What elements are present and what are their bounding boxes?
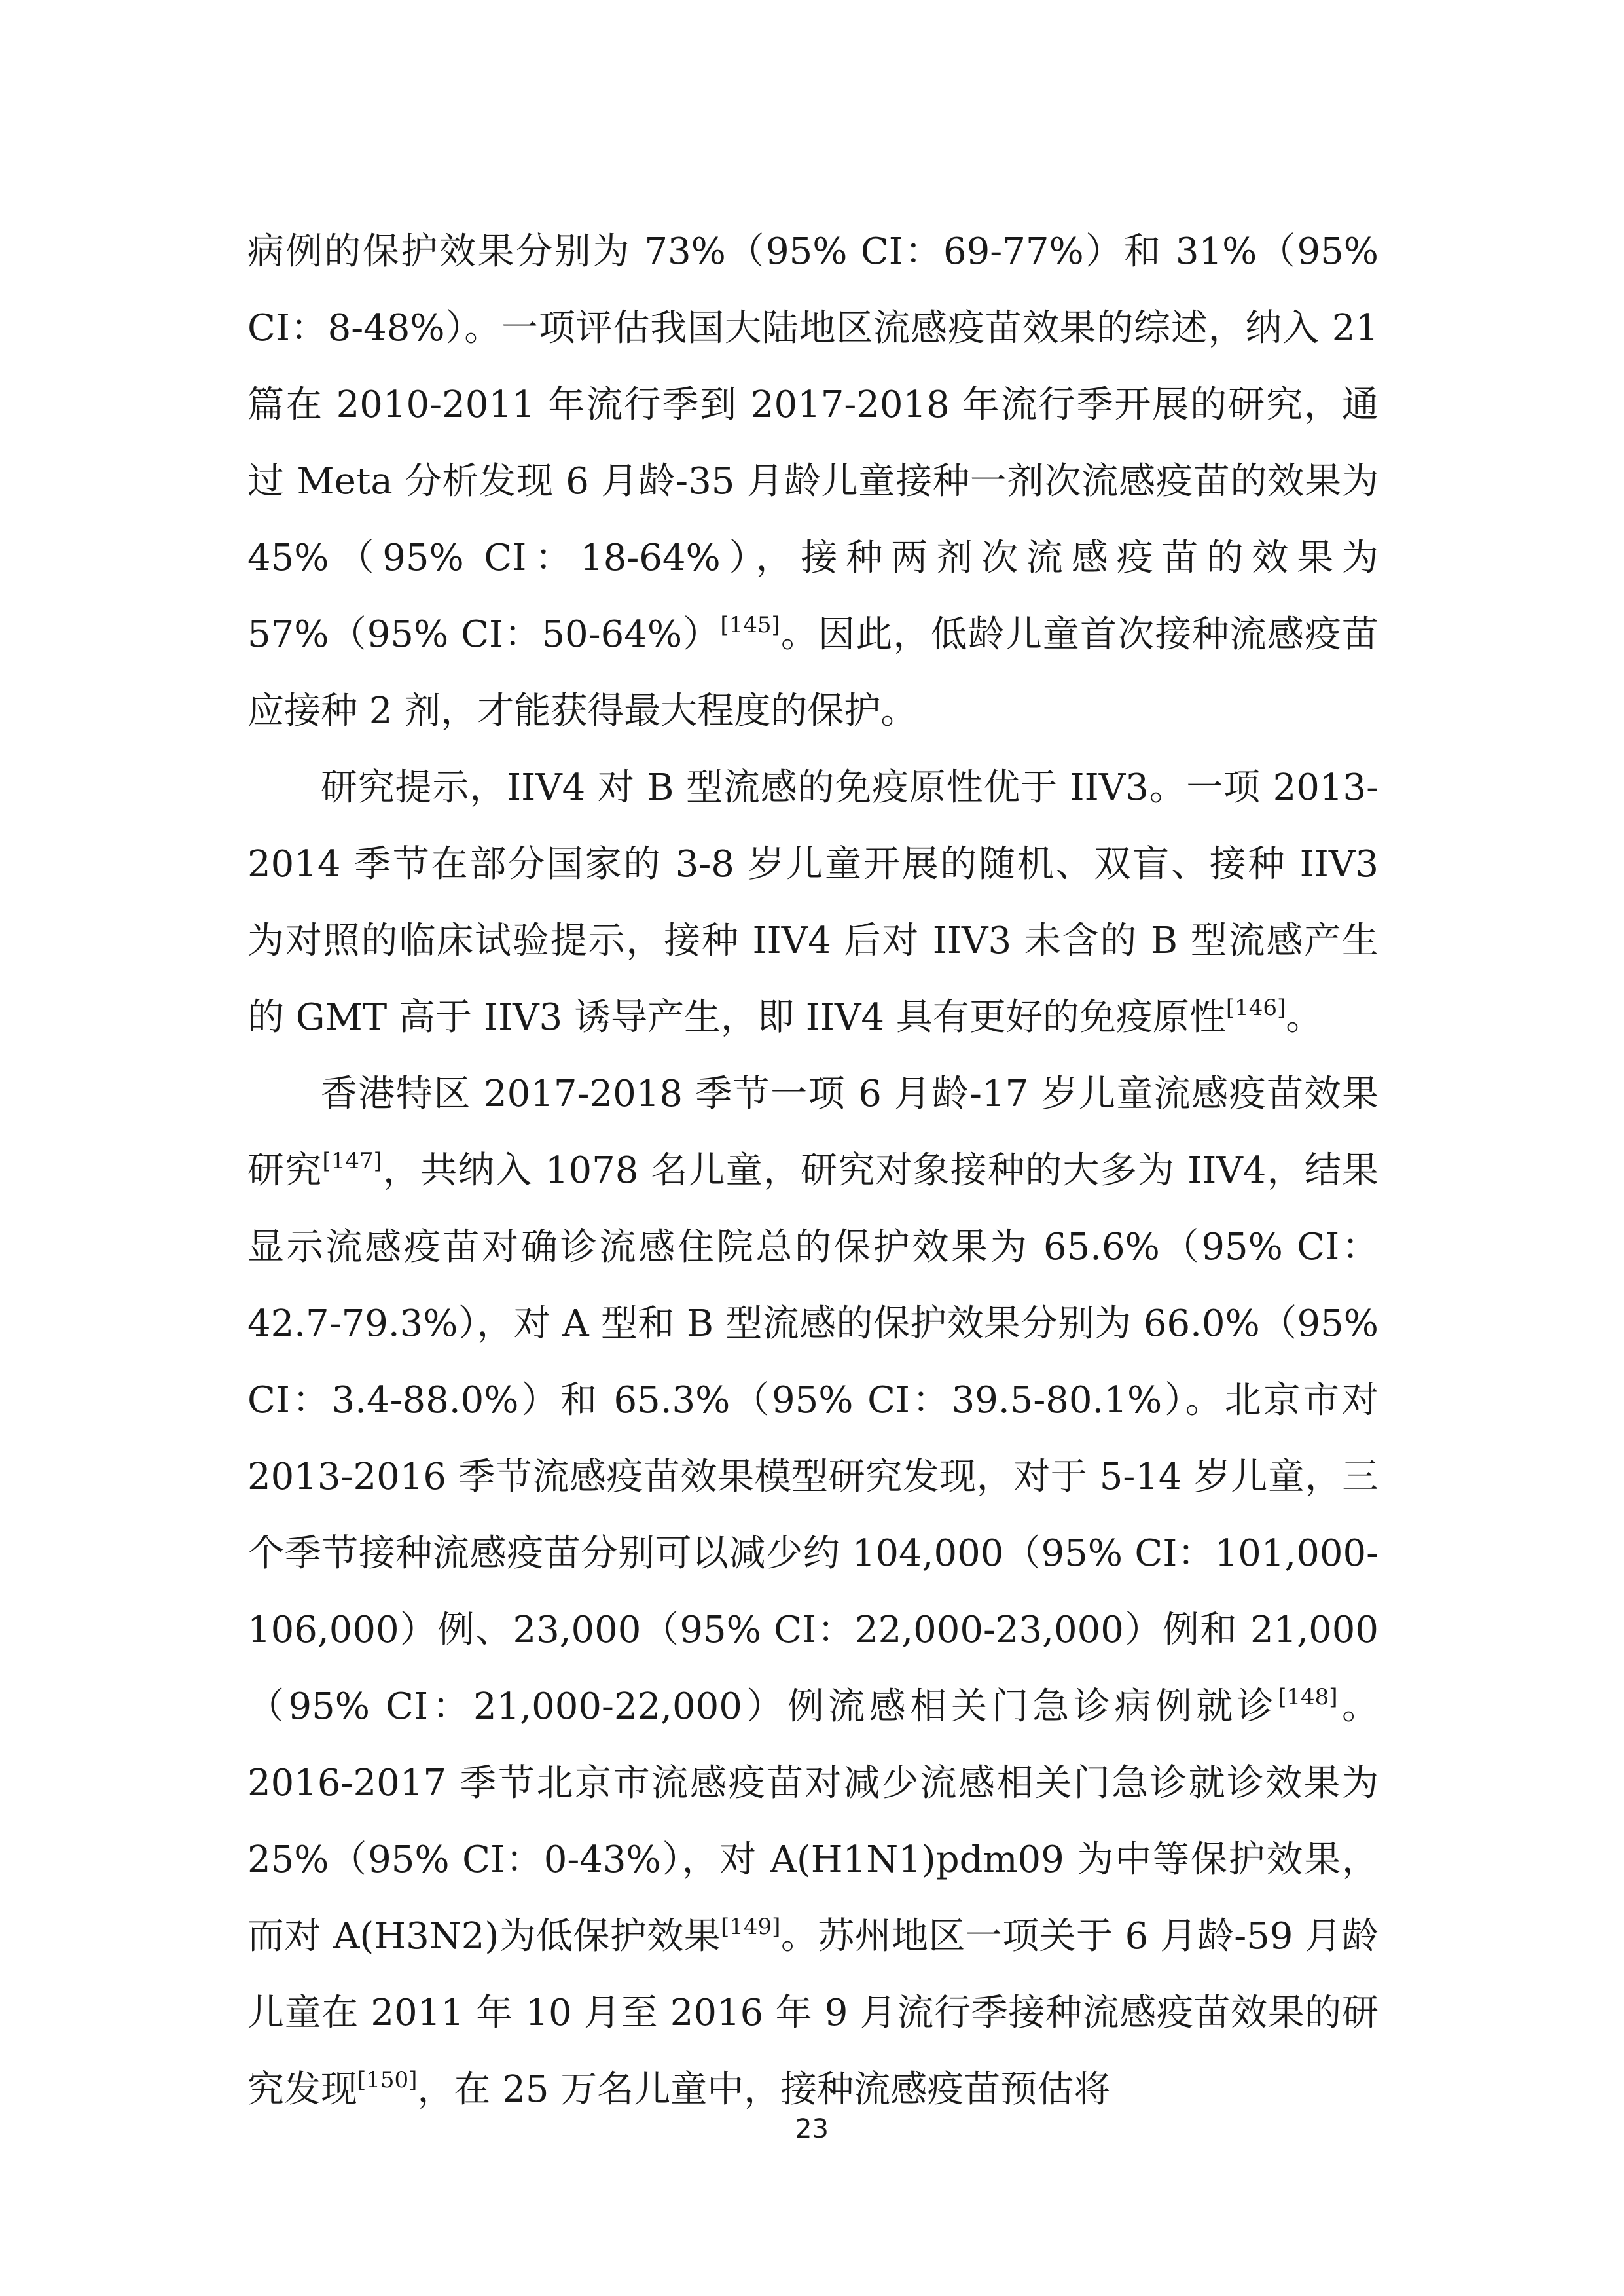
body-text xyxy=(247,213,1379,2128)
citation-ref: [147] xyxy=(322,1148,382,1174)
citation-ref: [150] xyxy=(357,2067,418,2093)
paragraph-p2 xyxy=(247,749,1379,1056)
page-number: 23 xyxy=(795,2114,829,2144)
citation-ref: [149] xyxy=(721,1914,781,1940)
text-segment: 。 xyxy=(1286,996,1323,1039)
citation-ref: [148] xyxy=(1278,1684,1338,1710)
text-segment: 病例的保护效果分别为 73%（95% CI：69-77%）和 31%（95% CI：8-48%）。一项评估我国大陆地区流感疫苗效果的综述，纳入 21 篇在 2010-2011 年流行季到 2017-2018 年流行季开展的研究，通过 Meta 分析发现 6 月龄-35 月龄儿童接种一剂次流感疫苗的效果为 45%（95% CI：18-64%），接种两剂次流感疫苗的效果为 57%（95% CI：50-64%） xyxy=(247,230,1379,656)
text-segment: 。苏州地区一项关于 6 月龄-59 月龄儿童在 2011 年 10 月至 2016 年 9 月流行季接种流感疫苗效果的研究发现 xyxy=(247,1915,1379,2111)
paragraph-p3 xyxy=(247,1056,1379,2128)
text-segment: ，在 25 万名儿童中，接种流感疫苗预估将 xyxy=(417,2068,1111,2111)
citation-ref: [145] xyxy=(720,612,780,638)
text-segment: 研究提示，IIV4 对 B 型流感的免疫原性优于 IIV3。一项 2013-2014 季节在部分国家的 3-8 岁儿童开展的随机、双盲、接种 IIV3 为对照的临床试验提示，接种 IIV4 后对 IIV3 未含的 B 型流感产生的 GMT 高于 IIV3 诱导产生，即 IIV4 具有更好的免疫原性 xyxy=(247,766,1379,1039)
text-segment: 。因此，低龄儿童首次接种流感疫苗应接种 2 剂，才能获得最大程度的保护。 xyxy=(247,613,1379,732)
text-segment: ，共纳入 1078 名儿童，研究对象接种的大多为 IIV4，结果显示流感疫苗对确诊流感住院总的保护效果为 65.6%（95% CI：42.7-79.3%），对 A 型和 B 型流感的保护效果分别为 66.0%（95% CI：3.4-88.0%）和 65.3%（95% CI：39.5-80.1%）。北京市对 2013-2016 季节流感疫苗效果模型研究发现，对于 5-14 岁儿童，三个季节接种流感疫苗分别可以减少约 104,000（95% CI：101,000-106,000）例、23,000（95% CI：22,000-23,000）例和 21,000（95% CI：21,000-22,000）例流感相关门急诊病例就诊 xyxy=(247,1149,1379,1728)
paragraph-p1 xyxy=(247,213,1379,749)
text-segment: 。2016-2017 季节北京市流感疫苗对减少流感相关门急诊就诊效果为 25%（95% CI：0-43%），对 A(H1N1)pdm09 为中等保护效果，而对 A(H3N2)为低保护效果 xyxy=(247,1685,1379,1958)
citation-ref: [146] xyxy=(1225,995,1286,1021)
text-segment: 香港特区 2017-2018 季节一项 6 月龄-17 岁儿童流感疫苗效果研究 xyxy=(247,1073,1379,1192)
